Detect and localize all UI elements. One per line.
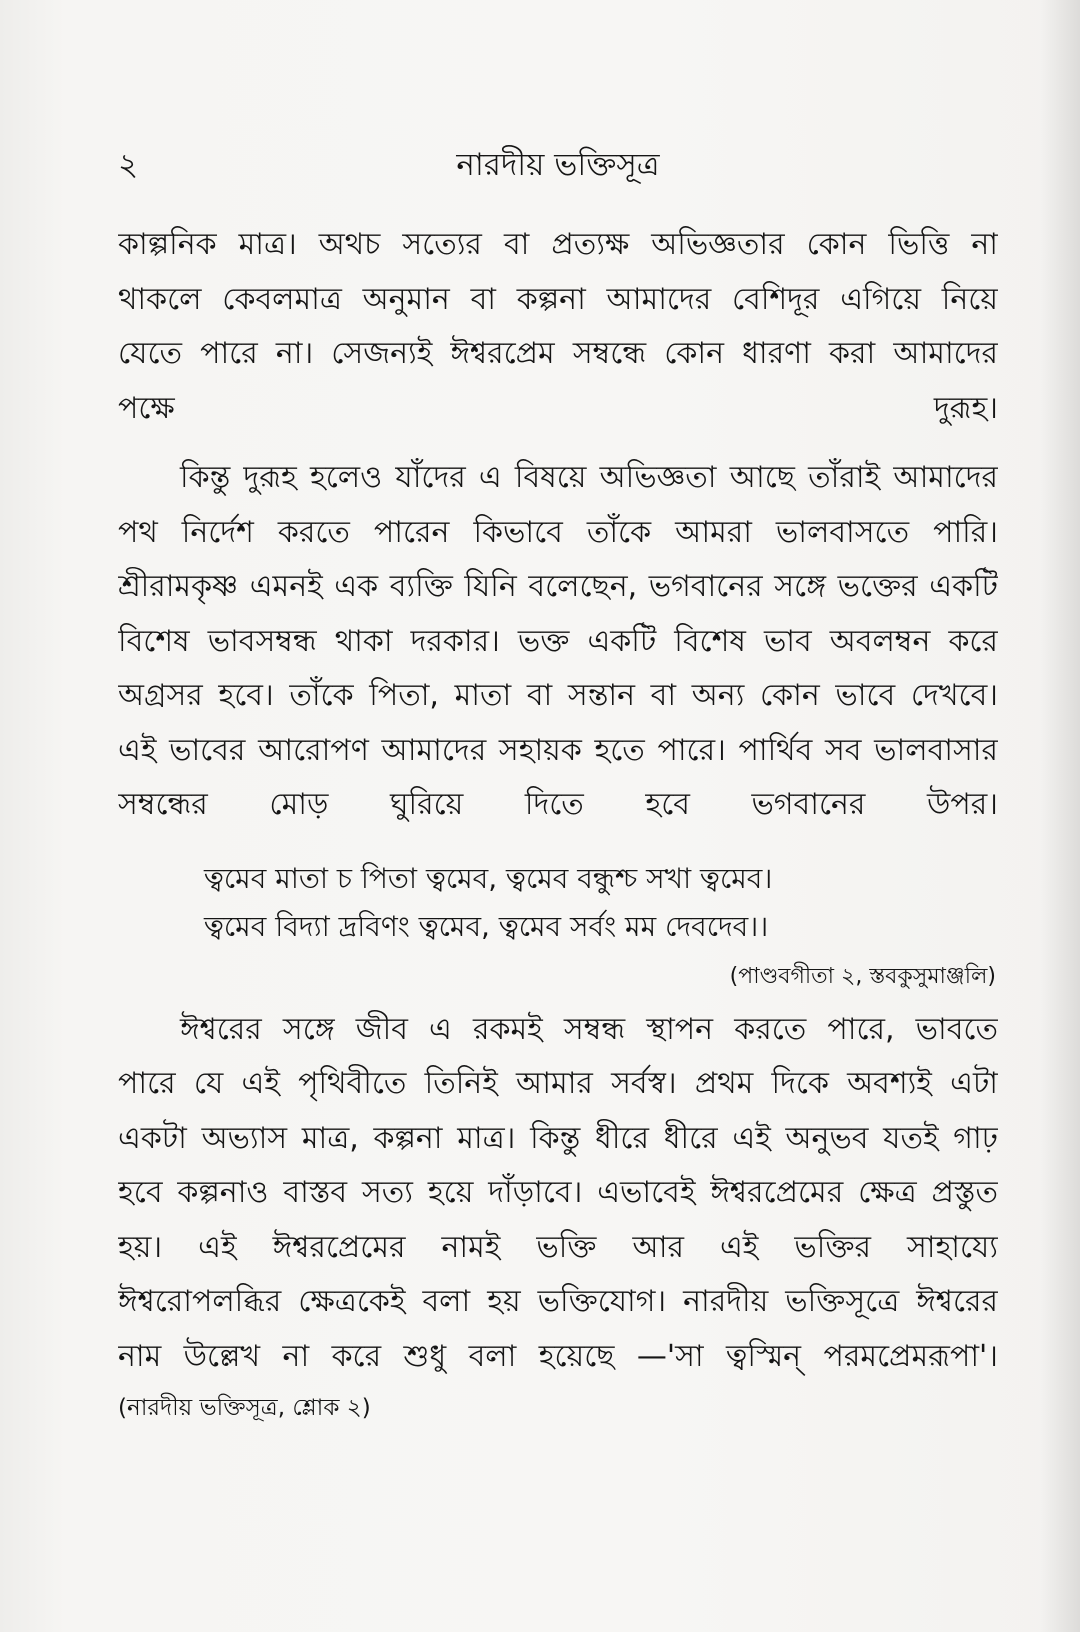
text-line: কাল্পনিক মাত্র। অথচ সত্যের বা প্রত্যক্ষ অভিজ্ঞতার কোন ভিত্তি না	[118, 227, 998, 262]
text-line: এই ভাবের আরোপণ আমাদের সহায়ক হতে পারে। পার্থিব সব ভালবাসার	[118, 732, 998, 768]
sanskrit-verse	[118, 855, 998, 951]
paragraph-2	[118, 451, 998, 833]
text-line: হবে কল্পনাও বাস্তব সত্য হয়ে দাঁড়াবে। এভাবেই ঈশ্বরপ্রেমের ক্ষেত্র প্রস্তুত	[118, 1175, 998, 1210]
page-header	[118, 140, 998, 190]
paragraph-1	[118, 218, 998, 436]
text-line: ঈশ্বরোপলব্ধির ক্ষেত্রকেই বলা হয় ভক্তিযোগ। নারদীয় ভক্তিসূত্রে ঈশ্বরের	[118, 1284, 998, 1319]
text-line: সম্বন্ধের মোড় ঘুরিয়ে দিতে হবে ভগবানের উপর।	[118, 787, 998, 822]
page-edge-shadow	[1040, 0, 1080, 1632]
verse-line: ত্বমেব মাতা চ পিতা ত্বমেব, ত্বমেব বন্ধুশ্চ সখা ত্বমেব।	[204, 861, 773, 895]
text-line: হয়। এই ঈশ্বরপ্রেমের নামই ভক্তি আর এই ভক্তির সাহায্যে	[118, 1229, 998, 1265]
text-line: নাম উল্লেখ না করে শুধু বলা হয়েছে —'সা ত্বস্মিন্ পরমপ্রেমরূপা'।	[118, 1338, 998, 1374]
verse-citation: (পাণ্ডবগীতা ২, স্তবকুসুমাঞ্জলি)	[729, 963, 996, 989]
text-line: পারে যে এই পৃথিবীতে তিনিই আমার সর্বস্ব। প্রথম দিকে অবশ্যই এটা	[118, 1066, 998, 1101]
text-line: থাকলে কেবলমাত্র অনুমান বা কল্পনা আমাদের বেশিদূর এগিয়ে নিয়ে	[118, 281, 998, 317]
text-line: ঈশ্বরের সঙ্গে জীব এ রকমই সম্বন্ধ স্থাপন করতে পারে, ভাবতে	[180, 1011, 998, 1047]
footer-citation: (নারদীয় ভক্তিসূত্র, শ্লোক ২)	[118, 1395, 371, 1421]
running-title: নারদীয় ভক্তিসূত্র	[456, 147, 660, 183]
text-line: অগ্রসর হবে। তাঁকে পিতা, মাতা বা সন্তান বা অন্য কোন ভাবে দেখবে।	[118, 678, 998, 713]
text-line: একটা অভ্যাস মাত্র, কল্পনা মাত্র। কিন্তু ধীরে ধীরে এই অনুভব যতই গাঢ়	[118, 1120, 998, 1156]
verse-line: ত্বমেব বিদ্যা দ্রবিণং ত্বমেব, ত্বমেব সর্বং মম দেবদেব।।	[204, 909, 769, 943]
text-line: কিন্তু দুরূহ হলেও যাঁদের এ বিষয়ে অভিজ্ঞতা আছে তাঁরাই আমাদের	[180, 460, 998, 495]
body-text	[118, 218, 998, 1430]
text-line: বিশেষ ভাবসম্বন্ধ থাকা দরকার। ভক্ত একটি বিশেষ ভাব অবলম্বন করে	[118, 623, 998, 659]
paragraph-3	[118, 1003, 998, 1385]
text-line: যেতে পারে না। সেজন্যই ঈশ্বরপ্রেম সম্বন্ধে কোন ধারণা করা আমাদের	[118, 336, 998, 371]
text-line: শ্রীরামকৃষ্ণ এমনই এক ব্যক্তি যিনি বলেছেন, ভগবানের সঙ্গে ভক্তের একটি	[118, 569, 998, 604]
text-line: পথ নির্দেশ করতে পারেন কিভাবে তাঁকে আমরা ভালবাসতে পারি।	[118, 514, 998, 550]
page-number: ২	[118, 147, 139, 183]
text-line: পক্ষে দুরূহ।	[118, 390, 998, 426]
